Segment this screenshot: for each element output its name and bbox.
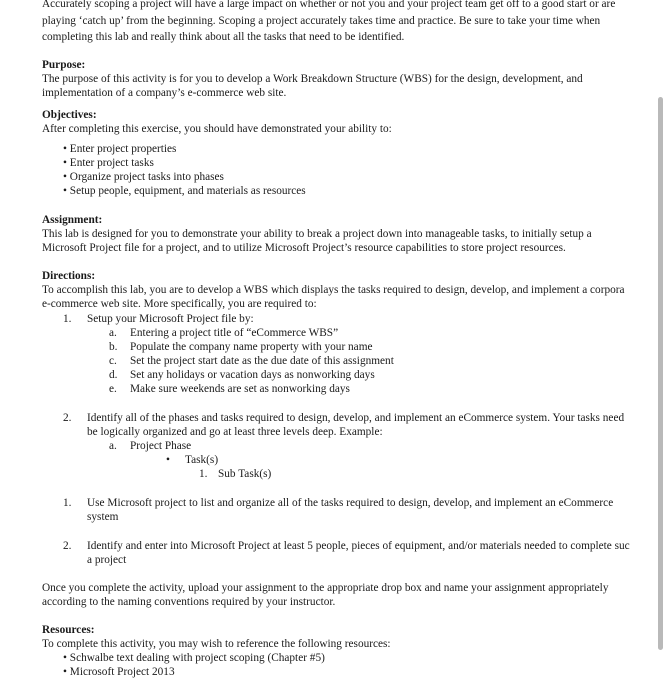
bullet-icon: • bbox=[166, 454, 170, 466]
directions-heading: Directions: bbox=[42, 270, 96, 282]
example-subtask: Sub Task(s) bbox=[218, 468, 272, 480]
step-number: 1. bbox=[63, 313, 72, 325]
step-text: a project bbox=[87, 554, 127, 566]
sub-step-letter: b. bbox=[109, 341, 118, 353]
objective-item: • Setup people, equipment, and materials as resources bbox=[63, 185, 306, 197]
sub-step-text: Populate the company name property with your name bbox=[130, 341, 373, 353]
objective-item: • Enter project tasks bbox=[63, 157, 154, 169]
example-number: 1. bbox=[199, 468, 208, 480]
resource-item: • Schwalbe text dealing with project scoping (Chapter #5) bbox=[63, 652, 325, 664]
step-text: system bbox=[87, 511, 119, 523]
bullet-icon: • bbox=[63, 157, 67, 169]
step-text: be logically organized and go at least three levels deep. Example: bbox=[87, 426, 383, 438]
resources-heading: Resources: bbox=[42, 624, 95, 636]
sub-step-letter: d. bbox=[109, 369, 118, 381]
step-text: Identify and enter into Microsoft Project at least 5 people, pieces of equipment, and/or materials needed to complete suc bbox=[87, 540, 630, 552]
purpose-line: The purpose of this activity is for you to develop a Work Breakdown Structure (WBS) for the design, development, and bbox=[42, 73, 583, 85]
resources-intro: To complete this activity, you may wish to reference the following resources: bbox=[42, 638, 391, 650]
bullet-icon: • bbox=[63, 185, 67, 197]
assignment-line: Microsoft Project file for a project, and to utilize Microsoft Project’s resource capabilities to store project resources. bbox=[42, 242, 566, 254]
objective-item: • Organize project tasks into phases bbox=[63, 171, 224, 183]
closing-line: Once you complete the activity, upload your assignment to the appropriate drop box and name your assignment appropriately bbox=[42, 582, 609, 594]
intro-line: playing ‘catch up’ from the beginning. Scoping a project accurately takes time and practice. Be sure to take your time when bbox=[42, 15, 601, 27]
step-text: Setup your Microsoft Project file by: bbox=[87, 313, 254, 325]
intro-line: Accurately scoping a project will have a large impact on whether or not you and your project team get off to a good start or are bbox=[42, 0, 616, 10]
bullet-icon: • bbox=[63, 143, 67, 155]
step-number: 1. bbox=[63, 497, 72, 509]
assignment-heading: Assignment: bbox=[42, 214, 103, 226]
step-number: 2. bbox=[63, 412, 72, 424]
assignment-line: This lab is designed for you to demonstrate your ability to break a project down into manageable tasks, to initially setup a bbox=[42, 228, 592, 240]
sub-step-text: Entering a project title of “eCommerce WBS” bbox=[130, 327, 339, 339]
sub-step-text: Set the project start date as the due date of this assignment bbox=[130, 355, 394, 367]
example-phase: Project Phase bbox=[130, 440, 192, 452]
objectives-heading: Objectives: bbox=[42, 109, 97, 121]
purpose-heading: Purpose: bbox=[42, 59, 86, 71]
sub-step-letter: e. bbox=[109, 383, 117, 395]
bullet-icon: • bbox=[63, 652, 67, 664]
intro-line: completing this lab and really think about all the tasks that need to be identified. bbox=[42, 31, 405, 43]
step-number: 2. bbox=[63, 540, 72, 552]
directions-line: e-commerce web site. More specifically, you are required to: bbox=[42, 298, 317, 310]
sub-step-text: Make sure weekends are set as nonworking days bbox=[130, 383, 350, 395]
sub-step-text: Set any holidays or vacation days as nonworking days bbox=[130, 369, 375, 381]
scrollbar-thumb[interactable] bbox=[658, 97, 663, 650]
bullet-icon: • bbox=[63, 171, 67, 183]
sub-step-letter: a. bbox=[109, 327, 117, 339]
closing-line: according to the naming conventions required by your instructor. bbox=[42, 596, 336, 608]
bullet-icon: • bbox=[63, 666, 67, 678]
resource-item: • Microsoft Project 2013 bbox=[63, 666, 175, 678]
objective-item: • Enter project properties bbox=[63, 143, 177, 155]
directions-line: To accomplish this lab, you are to develop a WBS which displays the tasks required to design, develop, and implement a corpora bbox=[42, 284, 625, 296]
example-task: Task(s) bbox=[185, 454, 219, 466]
step-text: Use Microsoft project to list and organize all of the tasks required to design, develop, and implement an eCommerce bbox=[87, 497, 614, 509]
step-text: Identify all of the phases and tasks required to design, develop, and implement an eCommerce system. Your tasks need bbox=[87, 412, 625, 424]
objectives-intro: After completing this exercise, you should have demonstrated your ability to: bbox=[42, 123, 392, 135]
purpose-line: implementation of a company’s e-commerce web site. bbox=[42, 87, 287, 99]
example-letter: a. bbox=[109, 440, 117, 452]
sub-step-letter: c. bbox=[109, 355, 117, 367]
